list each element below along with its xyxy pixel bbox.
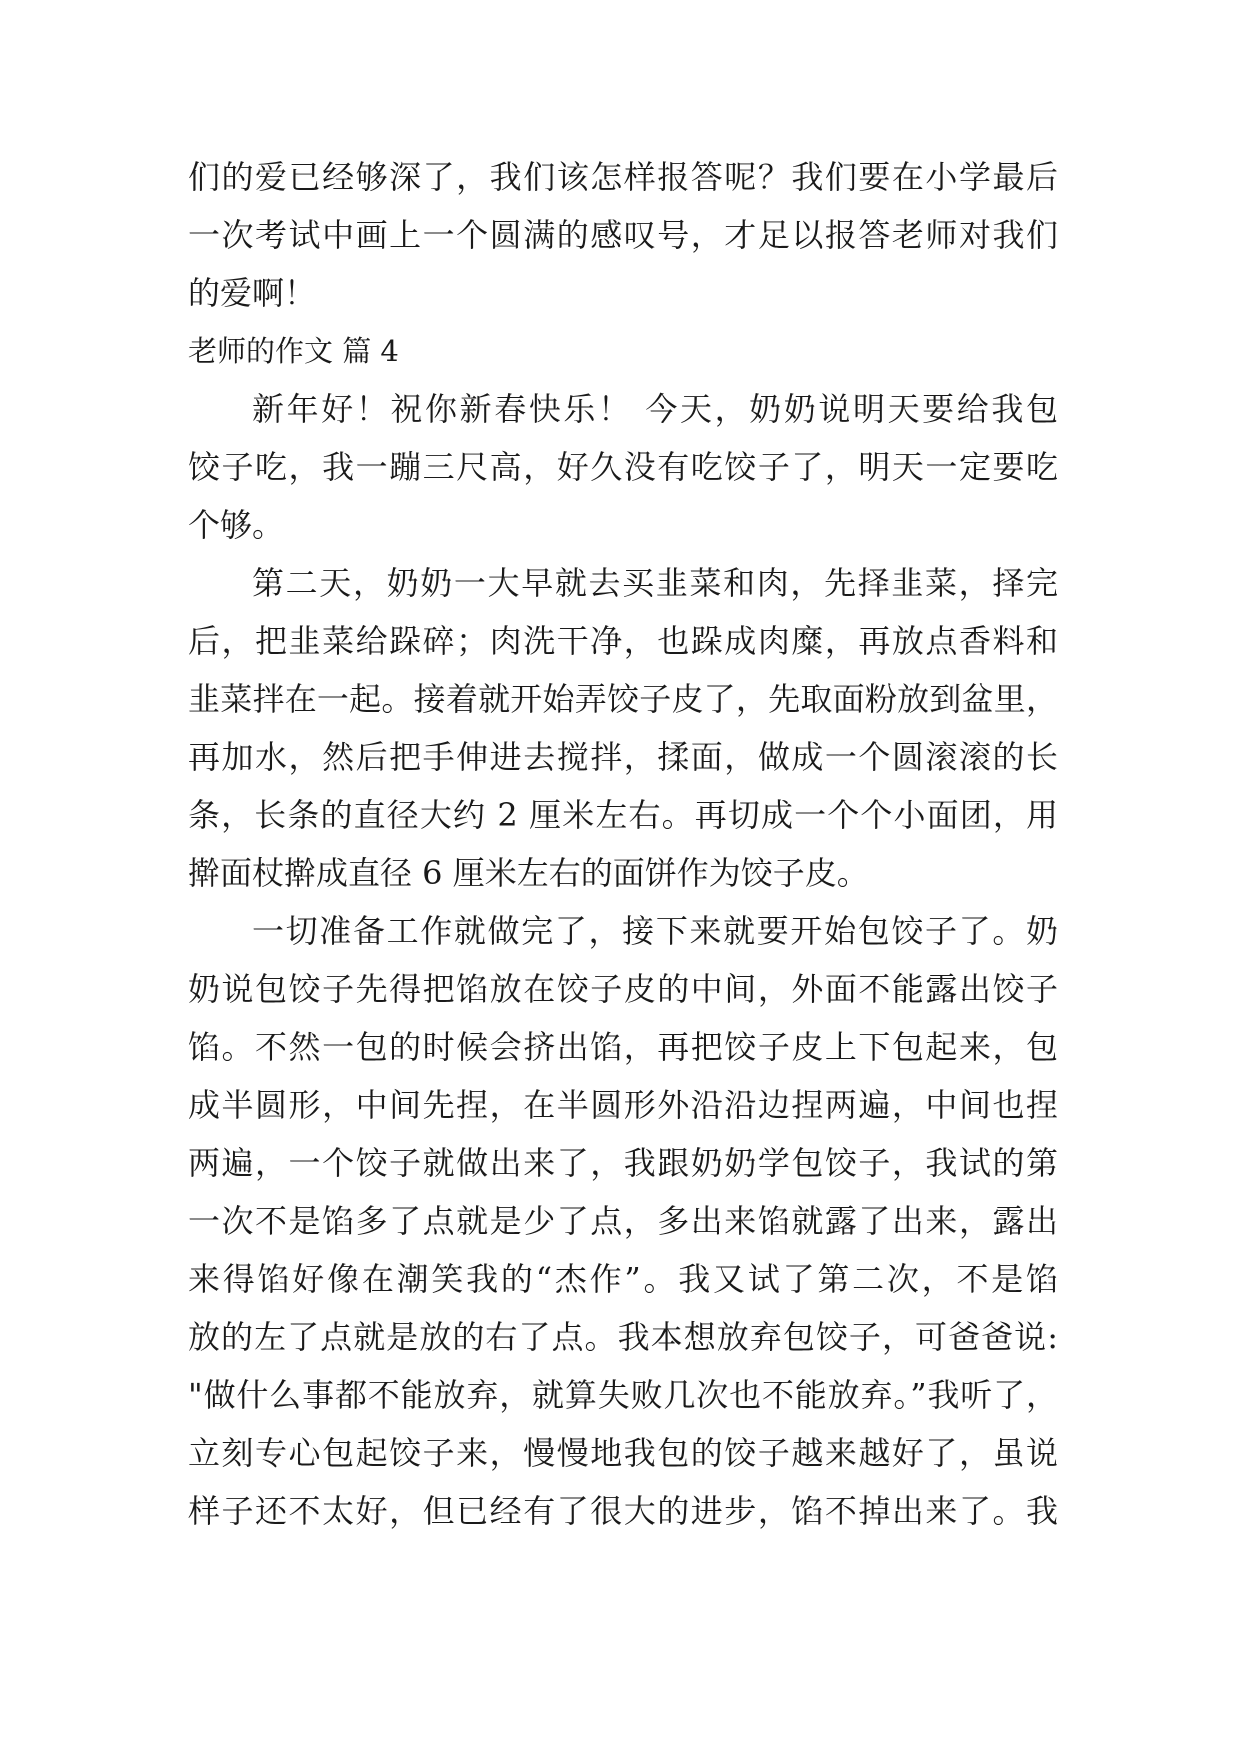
text-line: 们的爱已经够深了，我们该怎样报答呢？我们要在小学最后 (188, 158, 1058, 196)
text-line: "做什么事都不能放弃，就算失败几次也不能放弃。”我听了， (188, 1376, 1058, 1414)
document-body (188, 148, 1058, 1540)
text-line: 再加水，然后把手伸进去搅拌，揉面，做成一个圆滚滚的长 (188, 738, 1058, 776)
text-line: 饺子吃，我一蹦三尺高，好久没有吃饺子了，明天一定要吃 (188, 448, 1058, 486)
text-line: 擀面杖擀成直径 6 厘米左右的面饼作为饺子皮。 (188, 854, 869, 892)
text-line: 一次考试中画上一个圆满的感叹号，才足以报答老师对我们 (188, 216, 1058, 254)
paragraph-new-year (188, 380, 1058, 554)
continuation-paragraph (188, 148, 1058, 322)
text-line: 第二天，奶奶一大早就去买韭菜和肉，先择韭菜，择完 (252, 564, 1058, 602)
text-line: 奶说包饺子先得把馅放在饺子皮的中间，外面不能露出饺子 (188, 970, 1058, 1008)
text-line: 个够。 (188, 506, 285, 544)
paragraph-wrapping (188, 902, 1058, 1540)
text-line: 一次不是馅多了点就是少了点，多出来馅就露了出来，露出 (188, 1202, 1058, 1240)
text-line: 馅。不然一包的时候会挤出馅，再把饺子皮上下包起来，包 (188, 1028, 1058, 1066)
text-line: 后，把韭菜给跺碎；肉洗干净，也跺成肉糜，再放点香料和 (188, 622, 1058, 660)
text-line: 来得馅好像在潮笑我的“杰作”。我又试了第二次，不是馅 (188, 1260, 1058, 1298)
text-line: 两遍，一个饺子就做出来了，我跟奶奶学包饺子，我试的第 (188, 1144, 1058, 1182)
text-line: 成半圆形，中间先捏，在半圆形外沿沿边捏两遍，中间也捏 (188, 1086, 1058, 1124)
text-line: 韭菜拌在一起。接着就开始弄饺子皮了，先取面粉放到盆里， (188, 680, 1058, 718)
paragraph-preparation (188, 554, 1058, 902)
text-line: 一切准备工作就做完了，接下来就要开始包饺子了。奶 (252, 912, 1058, 950)
text-line: 放的左了点就是放的右了点。我本想放弃包饺子，可爸爸说: (188, 1318, 1058, 1356)
section-title: 老师的作文 篇 4 (188, 334, 399, 368)
text-line: 新年好！祝你新春快乐！ 今天，奶奶说明天要给我包 (252, 390, 1058, 428)
text-line: 的爱啊！ (188, 274, 317, 312)
text-line: 条，长条的直径大约 2 厘米左右。再切成一个个小面团，用 (188, 796, 1058, 834)
text-line: 立刻专心包起饺子来，慢慢地我包的饺子越来越好了，虽说 (188, 1434, 1058, 1472)
text-line: 样子还不太好，但已经有了很大的进步，馅不掉出来了。我 (188, 1492, 1058, 1530)
